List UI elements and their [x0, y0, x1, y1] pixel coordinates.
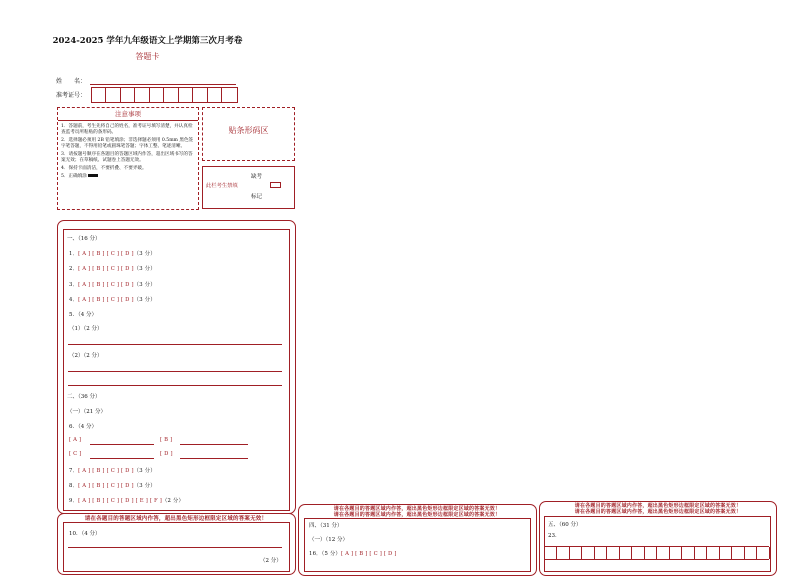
- question-7[interactable]: 7．[ A ] [ B ] [ C ] [ D ]（3 分）: [69, 468, 156, 474]
- blank-d-label: [ D ]: [160, 451, 173, 457]
- absent-box: [202, 166, 295, 209]
- grid-cell[interactable]: [557, 547, 570, 559]
- barcode-label: 贴条形码区: [228, 126, 269, 135]
- grid-cell[interactable]: [707, 547, 720, 559]
- question-8[interactable]: 8．[ A ] [ B ] [ C ] [ D ]（3 分）: [69, 483, 156, 489]
- grid-cell[interactable]: [582, 547, 595, 559]
- barcode-area: [202, 107, 295, 161]
- choice-options[interactable]: [ A ] [ B ] [ C ] [ D ]: [78, 297, 134, 303]
- choice-options[interactable]: [ A ] [ B ] [ C ] [ D ]: [340, 551, 397, 557]
- question-5-2: （2）（2 分）: [69, 353, 103, 359]
- answer-line[interactable]: [68, 547, 282, 548]
- grid-cell[interactable]: [657, 547, 670, 559]
- blank-b-line[interactable]: [180, 444, 248, 445]
- section1-heading: 一、（16 分）: [67, 236, 101, 242]
- absent-instruction: 此栏考生禁填: [206, 183, 238, 189]
- boundary-warning-banner: 请在各题目的答题区域内作答，超出黑色矩形边框限定区域的答案无效！: [333, 512, 501, 518]
- grid-cell[interactable]: [682, 547, 695, 559]
- absent-label-bottom: 标记: [251, 194, 263, 200]
- blank-c-label: [ C ]: [69, 451, 82, 457]
- notice-box: [57, 107, 199, 210]
- notice-item-text: 5．正确填涂: [61, 173, 87, 179]
- absent-mark-box[interactable]: [270, 182, 281, 188]
- name-label: 姓 名：: [56, 78, 87, 85]
- exam-id-cell[interactable]: [150, 88, 164, 102]
- question-23: 23．: [548, 533, 561, 539]
- grid-cell[interactable]: [732, 547, 745, 559]
- notice-heading: 注意事项: [115, 110, 141, 118]
- boundary-warning-banner: 请在各题目的答题区域内作答，超出黑色矩形边框限定区域的答案无效！: [574, 503, 742, 509]
- boundary-warning-banner: 请在各题目的答题区域内作答，超出黑色矩形边框限定区域的答案无效！: [84, 516, 268, 522]
- blank-a-line[interactable]: [90, 444, 154, 445]
- notice-item: 3．请按题号顺序在各题目的答题区域内作答，超出区域书写的答案无效；在草稿纸、试题卷上答题无效。: [61, 152, 193, 164]
- choice-options[interactable]: [ A ] [ B ] [ C ] [ D ]: [78, 266, 134, 272]
- grid-cell[interactable]: [619, 547, 632, 559]
- section4-part1: （一）（12 分）: [309, 537, 348, 543]
- grid-cell[interactable]: [569, 547, 582, 559]
- exam-id-label: 准考证号：: [56, 92, 87, 99]
- question-16[interactable]: 16．（5 分）[ A ] [ B ] [ C ] [ D ]: [309, 551, 397, 557]
- blank-c-line[interactable]: [90, 458, 154, 459]
- grid-cell[interactable]: [744, 547, 757, 559]
- boundary-warning-banner: 请在各题目的答题区域内作答，超出黑色矩形边框限定区域的答案无效！: [574, 509, 742, 515]
- answer-line[interactable]: [68, 371, 282, 372]
- answer-line[interactable]: [68, 385, 282, 386]
- question-1[interactable]: 1．[ A ] [ B ] [ C ] [ D ]（3 分）: [69, 251, 156, 257]
- exam-id-cell[interactable]: [208, 88, 222, 102]
- composition-grid-row[interactable]: [544, 546, 769, 560]
- notice-item: 2．选择题必须用 2B 铅笔填涂；非选择题必须用 0.5mm 黑色签字笔答题，不得用铅笔或圆珠笔答题；字体工整、笔迹清晰。: [61, 138, 194, 150]
- filled-mark-example: [88, 174, 98, 177]
- question-10: 10．（4 分）: [69, 531, 101, 537]
- blank-b-label: [ B ]: [160, 437, 173, 443]
- exam-id-cell[interactable]: [165, 88, 179, 102]
- question-5: 5．（4 分）: [69, 312, 97, 318]
- question-4[interactable]: 4．[ A ] [ B ] [ C ] [ D ]（3 分）: [69, 297, 156, 303]
- answer-card-subtitle: 答题卡: [135, 52, 160, 61]
- blank-a-label: [ A ]: [69, 437, 82, 443]
- choice-options[interactable]: [ A ] [ B ] [ C ] [ D ]: [78, 468, 134, 474]
- choice-options[interactable]: [ A ] [ B ] [ C ] [ D ]: [78, 251, 134, 257]
- grid-cell[interactable]: [607, 547, 620, 559]
- exam-id-cell[interactable]: [107, 88, 121, 102]
- answer-line[interactable]: [68, 344, 282, 345]
- grid-cell[interactable]: [544, 547, 557, 559]
- grid-cell[interactable]: [644, 547, 657, 559]
- boundary-warning-banner: 请在各题目的答题区域内作答，超出黑色矩形边框限定区域的答案无效！: [333, 506, 501, 512]
- question-9[interactable]: 9．[ A ] [ B ] [ C ] [ D ] [ E ] [ F ]（2 分）: [69, 498, 185, 504]
- grid-cell[interactable]: [719, 547, 732, 559]
- question-2[interactable]: 2．[ A ] [ B ] [ C ] [ D ]（3 分）: [69, 266, 156, 272]
- exam-id-cell[interactable]: [136, 88, 150, 102]
- exam-id-boxes[interactable]: [91, 87, 238, 103]
- choice-options[interactable]: [ A ] [ B ] [ C ] [ D ] [ E ] [ F ]: [78, 498, 163, 504]
- section4-heading: 四、（31 分）: [309, 523, 343, 529]
- exam-id-cell[interactable]: [194, 88, 208, 102]
- section2-part1: （一）（21 分）: [67, 409, 106, 415]
- question-3[interactable]: 3．[ A ] [ B ] [ C ] [ D ]（3 分）: [69, 282, 156, 288]
- question-6: 6．（4 分）: [69, 424, 97, 430]
- grid-cell[interactable]: [757, 547, 770, 559]
- notice-item: 4．保持卡面清洁，不要折叠、不要弄破。: [61, 166, 147, 171]
- notice-item: 1．答题前，考生先将自己的姓名，准考证号填写清楚，并认真检查监考员所粘贴的条形码。: [61, 124, 193, 136]
- exam-id-cell[interactable]: [92, 88, 106, 102]
- exam-id-cell[interactable]: [179, 88, 193, 102]
- notice-item: [61, 174, 195, 180]
- grid-cell[interactable]: [669, 547, 682, 559]
- absent-label-top: 缺考: [251, 174, 263, 180]
- grid-cell[interactable]: [632, 547, 645, 559]
- choice-options[interactable]: [ A ] [ B ] [ C ] [ D ]: [78, 483, 134, 489]
- blank-d-line[interactable]: [180, 458, 248, 459]
- name-field[interactable]: [90, 84, 236, 85]
- choice-options[interactable]: [ A ] [ B ] [ C ] [ D ]: [78, 282, 134, 288]
- question-5-1: （1）（2 分）: [69, 326, 103, 332]
- grid-cell[interactable]: [594, 547, 607, 559]
- section5-heading: 五、（60 分）: [548, 522, 582, 528]
- page-title: 2024-2025 学年九年级语文上学期第三次月考卷: [52, 36, 243, 46]
- question-10-score: （2 分）: [260, 558, 282, 564]
- exam-id-cell[interactable]: [121, 88, 135, 102]
- section2-heading: 二、（36 分）: [67, 394, 101, 400]
- grid-cell[interactable]: [694, 547, 707, 559]
